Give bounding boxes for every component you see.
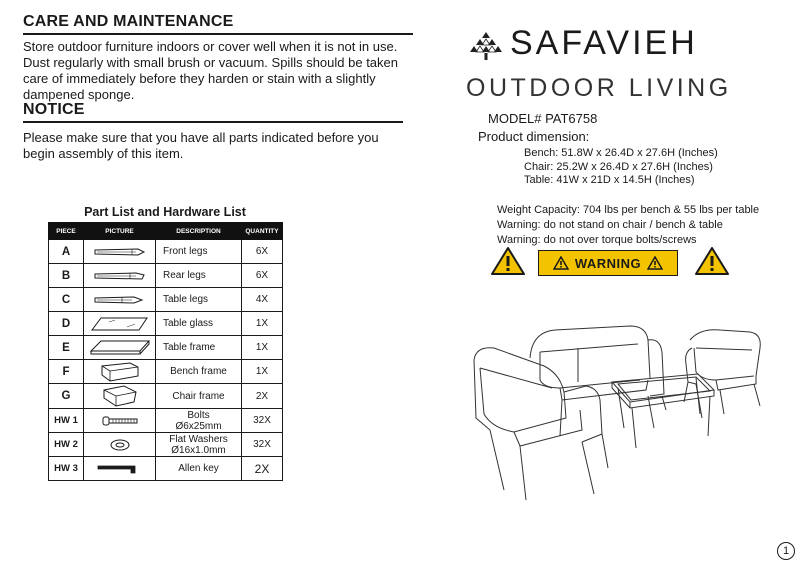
washer-icon xyxy=(84,438,155,452)
piece-id: HW 3 xyxy=(49,457,84,481)
notice-line: begin assembly of this item. xyxy=(23,146,184,161)
table-leg-icon xyxy=(84,294,155,306)
header-quantity: QUANTITY xyxy=(242,223,283,240)
part-description: Table legs xyxy=(156,288,242,312)
header-description: DESCRIPTION xyxy=(156,223,242,240)
piece-id: C xyxy=(49,288,84,312)
parts-table xyxy=(48,222,283,481)
warning-line: Warning: do not stand on chair / bench & table xyxy=(497,219,723,231)
weight-capacity-text: Weight Capacity: 704 lbs per bench & 55 lbs per table xyxy=(497,204,760,216)
table-row xyxy=(49,288,283,312)
care-paragraph xyxy=(23,39,423,103)
part-quantity: 6X xyxy=(242,240,283,264)
dimension-label: Product dimension: xyxy=(478,129,590,144)
part-description: Bolts xyxy=(187,409,210,421)
table-row xyxy=(49,409,283,433)
part-quantity: 32X xyxy=(242,409,283,433)
brand-subtitle: OUTDOOR LIVING xyxy=(466,74,732,102)
part-quantity: 2X xyxy=(242,384,283,409)
allen-key-icon xyxy=(84,462,155,476)
parts-list-title: Part List and Hardware List xyxy=(84,205,246,219)
warning-banner-text: WARNING xyxy=(574,255,642,271)
bench-drawing-icon xyxy=(530,326,666,436)
piece-id: HW 1 xyxy=(49,409,84,433)
page-number-badge xyxy=(777,542,795,560)
piece-id: A xyxy=(49,240,84,264)
header-picture: PICTURE xyxy=(84,223,156,240)
notice-paragraph xyxy=(23,130,423,162)
piece-id: F xyxy=(49,360,84,384)
part-description: Table frame xyxy=(156,336,242,360)
bolt-icon xyxy=(84,415,155,427)
warning-line: Warning: do not over torque bolts/screws xyxy=(497,234,697,246)
triangle-mosaic-logo-icon xyxy=(466,30,506,67)
table-row xyxy=(49,433,283,457)
dimensions-list xyxy=(524,147,718,188)
chair-frame-icon xyxy=(84,384,155,408)
warning-banner xyxy=(538,250,678,276)
warnings-list xyxy=(497,203,759,248)
table-row xyxy=(49,457,283,481)
front-leg-icon xyxy=(84,246,155,258)
table-row xyxy=(49,240,283,264)
part-description: Flat Washers xyxy=(169,433,228,445)
page-number: 1 xyxy=(782,545,790,557)
part-quantity: 4X xyxy=(242,288,283,312)
notice-heading-rule xyxy=(23,121,403,123)
warning-small-icon xyxy=(553,256,569,270)
piece-id: B xyxy=(49,264,84,288)
part-quantity: 32X xyxy=(242,433,283,457)
care-heading-rule xyxy=(23,33,413,35)
part-description: Rear legs xyxy=(156,264,242,288)
care-line: Dust regularly with small brush or vacuum. Spills should be taken xyxy=(23,55,399,70)
table-glass-icon xyxy=(84,315,155,333)
warning-triangle-icon xyxy=(490,246,526,281)
part-quantity: 2X xyxy=(242,457,283,481)
piece-id: E xyxy=(49,336,84,360)
furniture-set-illustration xyxy=(470,318,770,523)
piece-id: HW 2 xyxy=(49,433,84,457)
part-quantity: 1X xyxy=(242,312,283,336)
part-quantity: 1X xyxy=(242,336,283,360)
table-row xyxy=(49,360,283,384)
notice-heading: NOTICE xyxy=(23,101,85,118)
brand-name: SAFAVIEH xyxy=(510,24,698,62)
table-row xyxy=(49,312,283,336)
warning-triangle-icon xyxy=(694,246,730,281)
part-size: Ø16x1.0mm xyxy=(171,444,226,456)
part-description: Bench frame xyxy=(156,360,242,384)
model-number: MODEL# PAT6758 xyxy=(488,111,598,126)
part-quantity: 1X xyxy=(242,360,283,384)
table-row xyxy=(49,336,283,360)
warning-small-icon xyxy=(647,256,663,270)
notice-line: Please make sure that you have all parts indicated before you xyxy=(23,130,379,145)
table-row xyxy=(49,384,283,409)
bench-frame-icon xyxy=(84,361,155,383)
coffee-table-drawing-icon xyxy=(612,374,714,448)
dimension-line: Bench: 51.8W x 26.4D x 27.6H (Inches) xyxy=(524,147,718,159)
piece-id: D xyxy=(49,312,84,336)
header-piece: PIECE xyxy=(49,223,84,240)
care-heading: CARE AND MAINTENANCE xyxy=(23,13,234,30)
table-frame-icon xyxy=(84,339,155,357)
part-description: Table glass xyxy=(156,312,242,336)
table-row xyxy=(49,264,283,288)
front-chair-drawing-icon xyxy=(474,348,608,500)
care-line: dampened sponge. xyxy=(23,87,135,102)
piece-id: G xyxy=(49,384,84,409)
care-line: Store outdoor furniture indoors or cover well when it is not in use. xyxy=(23,39,398,54)
part-description: Chair frame xyxy=(156,384,242,409)
parts-table-header xyxy=(49,223,283,240)
dimension-line: Chair: 25.2W x 26.4D x 27.6H (Inches) xyxy=(524,160,713,173)
part-description: Front legs xyxy=(156,240,242,264)
care-line: care of immediately before they harden or stain with a slightly xyxy=(23,71,376,86)
part-description: Allen key xyxy=(156,457,242,481)
part-size: Ø6x25mm xyxy=(175,420,222,432)
rear-leg-icon xyxy=(84,270,155,282)
part-quantity: 6X xyxy=(242,264,283,288)
dimension-line: Table: 41W x 21D x 14.5H (Inches) xyxy=(524,174,695,186)
